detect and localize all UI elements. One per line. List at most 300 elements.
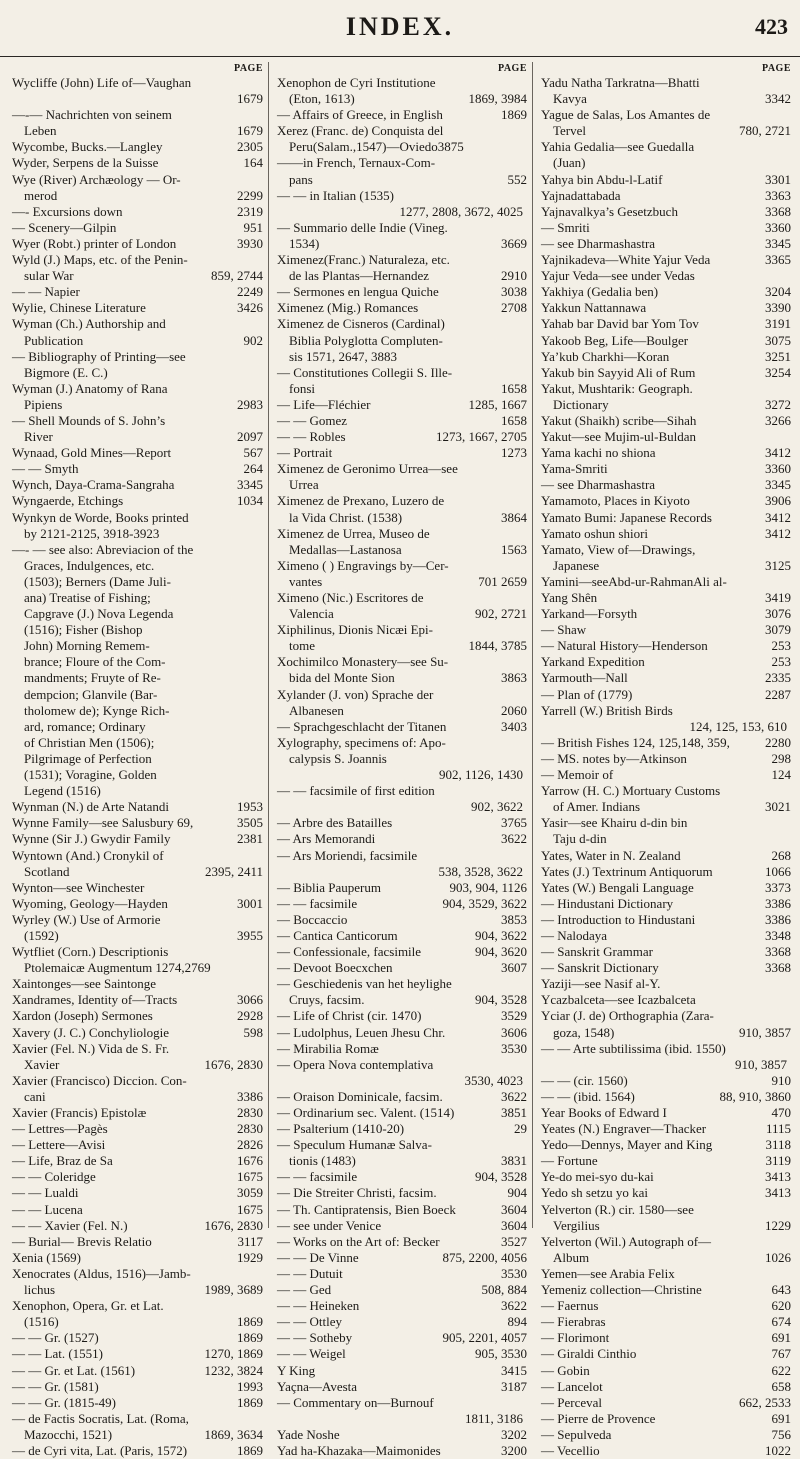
entry-page-ref: 2395, 2411 bbox=[204, 863, 263, 879]
entry-text: Tervel bbox=[553, 123, 587, 139]
entry-page-ref: 2287 bbox=[765, 686, 791, 702]
entry-text: — Portrait bbox=[277, 445, 333, 461]
entry-page-ref: 904 bbox=[507, 1185, 527, 1201]
index-entry bbox=[12, 638, 263, 654]
page-number: 423 bbox=[755, 14, 788, 39]
entry-page-ref: 253 bbox=[771, 654, 791, 670]
index-entry bbox=[277, 1266, 527, 1282]
entry-text: Yemen—see Arabia Felix bbox=[541, 1265, 675, 1281]
index-entry bbox=[541, 1218, 791, 1234]
index-entry bbox=[12, 622, 263, 638]
entry-text: Wycombe, Bucks.—Langley bbox=[12, 139, 163, 155]
index-entry bbox=[277, 284, 527, 300]
entry-page-ref: 691 bbox=[771, 1330, 791, 1346]
entry-page-ref: 3831 bbox=[501, 1153, 527, 1169]
entry-text: — Psalterium (1410-20) bbox=[277, 1121, 405, 1137]
entry-text: — Introduction to Hindustani bbox=[541, 911, 696, 927]
entry-text: — Hindustani Dictionary bbox=[541, 895, 674, 911]
entry-text: Wynaad, Gold Mines—Report bbox=[12, 445, 172, 461]
entry-page-ref: 3001 bbox=[237, 895, 263, 911]
index-entry bbox=[12, 992, 263, 1008]
entry-text: Yates (W.) Bengali Language bbox=[541, 879, 694, 895]
index-entry bbox=[541, 1250, 791, 1266]
index-entry bbox=[277, 992, 527, 1008]
entry-page-ref: 1675 bbox=[237, 1169, 263, 1185]
index-entry bbox=[277, 333, 527, 349]
entry-text: Yague de Salas, Los Amantes de bbox=[541, 107, 711, 123]
entry-page-ref: 904, 3529, 3622 bbox=[442, 895, 527, 911]
entry-text: Yadu Natha Tarkratna—Bhatti bbox=[541, 75, 700, 90]
entry-text: —- — see also: Abreviacion of the bbox=[12, 541, 194, 557]
index-entry bbox=[277, 1185, 527, 1201]
entry-text: Yciar (J. de) Orthographia (Zara- bbox=[541, 1008, 714, 1024]
entry-page-ref: 29 bbox=[514, 1121, 527, 1137]
entry-page-ref: 3363 bbox=[765, 187, 791, 203]
index-entry bbox=[12, 1250, 263, 1266]
index-entry bbox=[277, 493, 527, 509]
entry-text: Wynkyn de Worde, Books printed bbox=[12, 509, 189, 525]
index-entry bbox=[12, 413, 263, 429]
entry-text: — — Lucena bbox=[12, 1201, 83, 1217]
index-entry bbox=[12, 91, 263, 107]
entry-page-ref: 3413 bbox=[765, 1185, 791, 1201]
index-entry bbox=[12, 1218, 263, 1234]
entry-text: 1811, 3186 bbox=[464, 1410, 523, 1426]
index-entry bbox=[277, 252, 527, 268]
entry-text: Yeates (N.) Engraver—Thacker bbox=[541, 1121, 707, 1137]
entry-page-ref: 3955 bbox=[237, 927, 263, 943]
entry-text: — Sanskrit Dictionary bbox=[541, 960, 659, 976]
index-entry bbox=[541, 638, 791, 654]
entry-text: — Natural History—Henderson bbox=[541, 638, 708, 654]
entry-page-ref: 903, 904, 1126 bbox=[449, 879, 527, 895]
entry-page-ref: 1066 bbox=[765, 863, 791, 879]
entry-text: Wynch, Daya-Crama-Sangraha bbox=[12, 477, 175, 493]
entry-page-ref: 902, 2721 bbox=[475, 606, 527, 622]
index-column-3 bbox=[532, 62, 796, 1458]
index-entry bbox=[541, 1427, 791, 1443]
index-entry bbox=[12, 1202, 263, 1218]
entry-text: — Sprachgeschlacht der Titanen bbox=[277, 718, 447, 734]
entry-page-ref: 620 bbox=[771, 1298, 791, 1314]
entry-page-ref: 1232, 3824 bbox=[204, 1362, 263, 1378]
entry-text: ard, romance; Ordinary bbox=[24, 718, 146, 734]
entry-page-ref: 264 bbox=[243, 461, 263, 477]
entry-text: Medallas—Lastanosa bbox=[289, 541, 402, 557]
entry-page-ref: 3505 bbox=[237, 815, 263, 831]
entry-text: Yakub bin Sayyid Ali of Rum bbox=[541, 364, 696, 380]
index-entry bbox=[277, 139, 527, 155]
index-entry bbox=[277, 670, 527, 686]
index-entry bbox=[277, 1250, 527, 1266]
index-entry bbox=[12, 799, 263, 815]
index-entry bbox=[12, 815, 263, 831]
entry-text: 538, 3528, 3622 bbox=[438, 863, 523, 879]
index-entry bbox=[277, 1395, 527, 1411]
entry-page-ref: 894 bbox=[507, 1314, 527, 1330]
entry-text: Xavier (Francis) Epistolæ bbox=[12, 1105, 147, 1120]
entry-page-ref: 3622 bbox=[501, 1088, 527, 1104]
entry-text: Xylography, specimens of: Apo- bbox=[277, 734, 446, 750]
entry-page-ref: 3075 bbox=[765, 332, 791, 348]
index-entry bbox=[277, 413, 527, 429]
entry-page-ref: 2826 bbox=[237, 1137, 263, 1153]
entry-page-ref: 1993 bbox=[237, 1378, 263, 1394]
index-entry bbox=[541, 622, 791, 638]
index-entry bbox=[541, 91, 791, 107]
entry-text: Wyoming, Geology—Hayden bbox=[12, 895, 168, 911]
entry-page-ref: 3365 bbox=[765, 252, 791, 268]
index-entry bbox=[12, 1153, 263, 1169]
entry-page-ref: 567 bbox=[243, 445, 263, 461]
entry-text: — — Gr. (1581) bbox=[12, 1378, 99, 1394]
entry-page-ref: 3117 bbox=[237, 1233, 263, 1249]
entry-text: — — Gr. (1527) bbox=[12, 1330, 99, 1346]
entry-page-ref: 3360 bbox=[765, 461, 791, 477]
index-entry bbox=[541, 1202, 791, 1218]
index-entry bbox=[12, 767, 263, 783]
entry-text: Yahab bar David bar Yom Tov bbox=[541, 316, 699, 332]
index-entry bbox=[541, 703, 791, 719]
entry-page-ref: 508, 884 bbox=[481, 1282, 527, 1298]
entry-page-ref: 3187 bbox=[501, 1378, 527, 1394]
index-entry bbox=[12, 1427, 263, 1443]
entry-text: (1516) bbox=[24, 1314, 59, 1330]
entry-text: Capgrave (J.) Nova Legenda bbox=[24, 606, 174, 622]
entry-text: — — Robles bbox=[277, 429, 346, 445]
entry-text: Xenia (1569) bbox=[12, 1249, 81, 1265]
entry-text: Yahia Gedalia—see Guedalla bbox=[541, 139, 695, 155]
index-entry bbox=[277, 445, 527, 461]
entry-page-ref: 3415 bbox=[501, 1362, 527, 1378]
entry-page-ref: 1869 bbox=[237, 1330, 263, 1346]
index-entry bbox=[541, 606, 791, 622]
entry-text: Album bbox=[553, 1249, 590, 1265]
index-entry bbox=[277, 976, 527, 992]
entry-text: Xavier bbox=[24, 1056, 60, 1072]
index-entry bbox=[541, 912, 791, 928]
index-entry bbox=[277, 75, 527, 91]
entry-text: — — Ottley bbox=[277, 1314, 342, 1330]
index-entry bbox=[541, 188, 791, 204]
index-entry bbox=[12, 687, 263, 703]
entry-text: Urrea bbox=[289, 477, 319, 493]
index-entry bbox=[277, 815, 527, 831]
entry-text: — Lettres—Pagès bbox=[12, 1121, 108, 1137]
index-entry bbox=[12, 831, 263, 847]
entry-page-ref: 3530 bbox=[501, 1265, 527, 1281]
entry-page-ref: 3021 bbox=[765, 799, 791, 815]
index-entry bbox=[277, 300, 527, 316]
entry-text: Graces, Indulgences, etc. bbox=[24, 557, 155, 573]
entry-page-ref: 3202 bbox=[501, 1426, 527, 1442]
index-entry bbox=[541, 1314, 791, 1330]
index-entry bbox=[277, 365, 527, 381]
index-entry bbox=[277, 107, 527, 123]
entry-text: Yakkun Nattannawa bbox=[541, 300, 647, 316]
entry-page-ref: 552 bbox=[507, 171, 527, 187]
entry-page-ref: 3368 bbox=[765, 944, 791, 960]
index-entry bbox=[277, 1202, 527, 1218]
index-entry bbox=[541, 300, 791, 316]
entry-text: Yamato Bumi: Japanese Records bbox=[541, 509, 712, 525]
entry-page-ref: 1270, 1869 bbox=[204, 1346, 263, 1362]
entry-text: sular War bbox=[24, 268, 74, 284]
entry-text: 1277, 2808, 3672, 4025 bbox=[399, 203, 523, 219]
entry-page-ref: 3419 bbox=[765, 590, 791, 605]
entry-text: Yajur Veda—see under Vedas bbox=[541, 268, 695, 284]
entry-text: Xaintonges—see Saintonge bbox=[12, 976, 157, 992]
entry-page-ref: 1273 bbox=[501, 445, 527, 461]
entry-page-ref: 3527 bbox=[501, 1233, 527, 1249]
entry-text: Ximenez(Franc.) Naturaleza, etc. bbox=[277, 252, 450, 268]
index-entry bbox=[277, 204, 527, 220]
entry-text: — Mirabilia Romæ bbox=[277, 1040, 379, 1056]
entry-text: Yates (J.) Textrinum Antiquorum bbox=[541, 863, 713, 879]
entry-text: 902, 3622 bbox=[471, 799, 523, 815]
entry-text: Yajnavalkya’s Gesetzbuch bbox=[541, 203, 678, 219]
entry-text: — Perceval bbox=[541, 1394, 603, 1410]
entry-text: 902, 1126, 1430 bbox=[438, 767, 523, 783]
entry-text: pans bbox=[289, 171, 313, 187]
entry-text: (1531); Voragine, Golden bbox=[24, 767, 157, 783]
entry-text: Yamini—seeAbd-ur-RahmanAli al- bbox=[541, 573, 727, 589]
entry-page-ref: 1953 bbox=[237, 799, 263, 815]
index-entry bbox=[12, 670, 263, 686]
entry-page-ref: 268 bbox=[771, 847, 791, 863]
entry-text: — Ars Moriendi, facsimile bbox=[277, 847, 418, 863]
index-entry bbox=[277, 1218, 527, 1234]
entry-text: —- Excursions down bbox=[12, 203, 123, 219]
index-entry bbox=[12, 155, 263, 171]
entry-page-ref: 1676, 2830 bbox=[204, 1217, 263, 1233]
index-entry bbox=[541, 365, 791, 381]
entry-text: Xavery (J. C.) Conchyliologie bbox=[12, 1024, 170, 1040]
entry-page-ref: 905, 3530 bbox=[475, 1346, 527, 1362]
entry-page-ref: 2830 bbox=[237, 1105, 263, 1120]
entry-page-ref: 3038 bbox=[501, 284, 527, 300]
index-entry bbox=[12, 1121, 263, 1137]
entry-page-ref: 3622 bbox=[501, 831, 527, 847]
entry-text: — Summario delle Indie (Vineg. bbox=[277, 219, 448, 235]
entry-text: Ximeno (Nic.) Escritores de bbox=[277, 590, 424, 605]
index-entry bbox=[541, 333, 791, 349]
column-page-label: PAGE bbox=[233, 63, 263, 74]
entry-text: Valencia bbox=[289, 606, 334, 622]
entry-text: — Ordinarium sec. Valent. (1514) bbox=[277, 1105, 455, 1120]
entry-text: Leben bbox=[24, 123, 57, 139]
entry-page-ref: 902 bbox=[243, 332, 263, 348]
entry-page-ref: 3606 bbox=[501, 1024, 527, 1040]
index-entry bbox=[541, 944, 791, 960]
index-entry bbox=[541, 1346, 791, 1362]
entry-page-ref: 3266 bbox=[765, 412, 791, 428]
entry-page-ref: 3191 bbox=[765, 316, 791, 332]
entry-text: Wylie, Chinese Literature bbox=[12, 300, 146, 316]
entry-text: Xylander (J. von) Sprache der bbox=[277, 686, 434, 702]
entry-text: — Arbre des Batailles bbox=[277, 815, 393, 831]
entry-page-ref: 1115 bbox=[765, 1121, 791, 1137]
index-entry bbox=[12, 574, 263, 590]
entry-text: Wyrley (W.) Use of Armorie bbox=[12, 911, 161, 927]
index-entry bbox=[541, 139, 791, 155]
entry-page-ref: 2060 bbox=[501, 702, 527, 718]
entry-text: tionis (1483) bbox=[289, 1153, 356, 1169]
entry-text: Xavier (Fel. N.) Vida de S. Fr. bbox=[12, 1040, 170, 1056]
entry-text: goza, 1548) bbox=[553, 1024, 615, 1040]
entry-text: Yemeniz collection—Christine bbox=[541, 1282, 702, 1298]
entry-page-ref: 1676 bbox=[237, 1153, 263, 1169]
entry-page-ref: 1229 bbox=[765, 1217, 791, 1233]
index-entry bbox=[541, 751, 791, 767]
entry-text: John) Morning Remem- bbox=[24, 638, 150, 654]
index-entry bbox=[12, 75, 263, 91]
index-entry bbox=[541, 831, 791, 847]
index-entry bbox=[12, 381, 263, 397]
index-entry bbox=[12, 864, 263, 880]
entry-text: — — Gr. et Lat. (1561) bbox=[12, 1362, 136, 1378]
index-entry bbox=[12, 719, 263, 735]
entry-text: Ximenez de Geronimo Urrea—see bbox=[277, 461, 458, 477]
index-entry bbox=[277, 510, 527, 526]
index-entry bbox=[12, 252, 263, 268]
entry-text: — — (ibid. 1564) bbox=[541, 1088, 635, 1104]
index-entry bbox=[12, 461, 263, 477]
entry-page-ref: 3345 bbox=[765, 235, 791, 251]
entry-page-ref: 875, 2200, 4056 bbox=[442, 1249, 527, 1265]
index-entry bbox=[12, 1266, 263, 1282]
index-entry bbox=[541, 654, 791, 670]
index-entry bbox=[541, 735, 791, 751]
entry-text: — — Sotheby bbox=[277, 1330, 353, 1346]
entry-text: Y King bbox=[277, 1362, 316, 1378]
index-entry bbox=[12, 300, 263, 316]
entry-page-ref: 691 bbox=[771, 1410, 791, 1426]
entry-text: (1516); Fisher (Bishop bbox=[24, 622, 143, 638]
index-entry bbox=[277, 1153, 527, 1169]
entry-text: by 2121-2125, 3918-3923 bbox=[24, 525, 160, 541]
index-entry bbox=[541, 960, 791, 976]
entry-text: — — Dutuit bbox=[277, 1265, 343, 1281]
entry-text: — — facsimile bbox=[277, 895, 358, 911]
entry-page-ref: 1022 bbox=[765, 1442, 791, 1458]
index-entry bbox=[277, 477, 527, 493]
entry-text: de las Plantas—Hernandez bbox=[289, 268, 430, 284]
index-entry bbox=[277, 1330, 527, 1346]
entry-text: 3530, 4023 bbox=[464, 1072, 523, 1088]
index-entry bbox=[277, 606, 527, 622]
column-page-label: PAGE bbox=[497, 63, 527, 74]
index-entry bbox=[12, 928, 263, 944]
index-entry bbox=[12, 783, 263, 799]
index-entry bbox=[12, 1105, 263, 1121]
index-entry bbox=[541, 461, 791, 477]
entry-text: — de Cyri vita, Lat. (Paris, 1572) bbox=[12, 1442, 188, 1458]
entry-page-ref: 1679 bbox=[237, 123, 263, 139]
entry-text: Wye (River) Archæology — Or- bbox=[12, 171, 181, 187]
entry-text: — Constitutiones Collegii S. Ille- bbox=[277, 364, 453, 380]
entry-text: — Gobin bbox=[541, 1362, 590, 1378]
index-entry bbox=[277, 155, 527, 171]
index-entry bbox=[541, 1282, 791, 1298]
index-entry bbox=[12, 1089, 263, 1105]
entry-page-ref: 3930 bbox=[237, 235, 263, 251]
index-entry bbox=[12, 236, 263, 252]
index-entry bbox=[12, 172, 263, 188]
index-entry bbox=[277, 687, 527, 703]
index-entry bbox=[277, 1314, 527, 1330]
index-entry bbox=[541, 670, 791, 686]
entry-page-ref: 910, 3857 bbox=[739, 1024, 791, 1040]
index-entry bbox=[541, 896, 791, 912]
index-entry bbox=[12, 220, 263, 236]
index-entry bbox=[541, 1073, 791, 1089]
index-entry bbox=[541, 1234, 791, 1250]
entry-page-ref: 2708 bbox=[501, 300, 527, 316]
entry-text: Ximenez de Cisneros (Cardinal) bbox=[277, 316, 445, 332]
entry-text: — Memoir of bbox=[541, 767, 614, 783]
entry-page-ref: 1869 bbox=[501, 107, 527, 123]
index-entry bbox=[277, 654, 527, 670]
index-entry bbox=[277, 1041, 527, 1057]
entry-page-ref: 951 bbox=[243, 219, 263, 235]
index-entry bbox=[277, 429, 527, 445]
entry-page-ref: 2305 bbox=[237, 139, 263, 155]
entry-text: Xavier (Francisco) Diccion. Con- bbox=[12, 1072, 187, 1088]
entry-page-ref: 1285, 1667 bbox=[468, 396, 527, 412]
entry-page-ref: 3368 bbox=[765, 960, 791, 976]
index-entry bbox=[12, 107, 263, 123]
entry-page-ref: 3342 bbox=[765, 91, 791, 107]
index-entry bbox=[277, 1089, 527, 1105]
index-entry bbox=[277, 590, 527, 606]
entry-text: calypsis S. Joannis bbox=[289, 750, 387, 766]
index-entry bbox=[12, 397, 263, 413]
entry-page-ref: 622 bbox=[771, 1362, 791, 1378]
entry-page-ref: 1844, 3785 bbox=[468, 638, 527, 654]
index-entry bbox=[12, 333, 263, 349]
index-entry bbox=[541, 1379, 791, 1395]
index-entry bbox=[541, 848, 791, 864]
index-entry bbox=[12, 1185, 263, 1201]
entry-text: 1534) bbox=[289, 235, 320, 251]
index-entry bbox=[541, 1411, 791, 1427]
index-entry bbox=[541, 252, 791, 268]
index-entry bbox=[541, 155, 791, 171]
index-entry bbox=[277, 912, 527, 928]
entry-page-ref: 164 bbox=[243, 155, 263, 171]
entry-page-ref: 470 bbox=[771, 1105, 791, 1120]
entry-text: Wyngaerde, Etchings bbox=[12, 493, 124, 509]
index-entry bbox=[541, 799, 791, 815]
entry-text: Yelverton (R.) cir. 1580—see bbox=[541, 1201, 694, 1217]
entry-text: — Devoot Boecxchen bbox=[277, 960, 393, 976]
index-entry bbox=[277, 316, 527, 332]
entry-text: Dictionary bbox=[553, 396, 609, 412]
entry-page-ref: 1869 bbox=[237, 1314, 263, 1330]
entry-page-ref: 253 bbox=[771, 638, 791, 654]
index-entry bbox=[277, 1346, 527, 1362]
entry-text: Yarkand—Forsyth bbox=[541, 606, 638, 622]
entry-text: — Plan of (1779) bbox=[541, 686, 633, 702]
entry-text: Wyntown (And.) Cronykil of bbox=[12, 847, 164, 863]
entry-text: Yedo sh setzu yo kai bbox=[541, 1185, 649, 1201]
entry-text: Yakoob Beg, Life—Boulger bbox=[541, 332, 689, 348]
index-entry bbox=[12, 429, 263, 445]
entry-text: Bigmore (E. C.) bbox=[24, 364, 108, 380]
index-entry bbox=[277, 188, 527, 204]
index-entry bbox=[541, 1395, 791, 1411]
